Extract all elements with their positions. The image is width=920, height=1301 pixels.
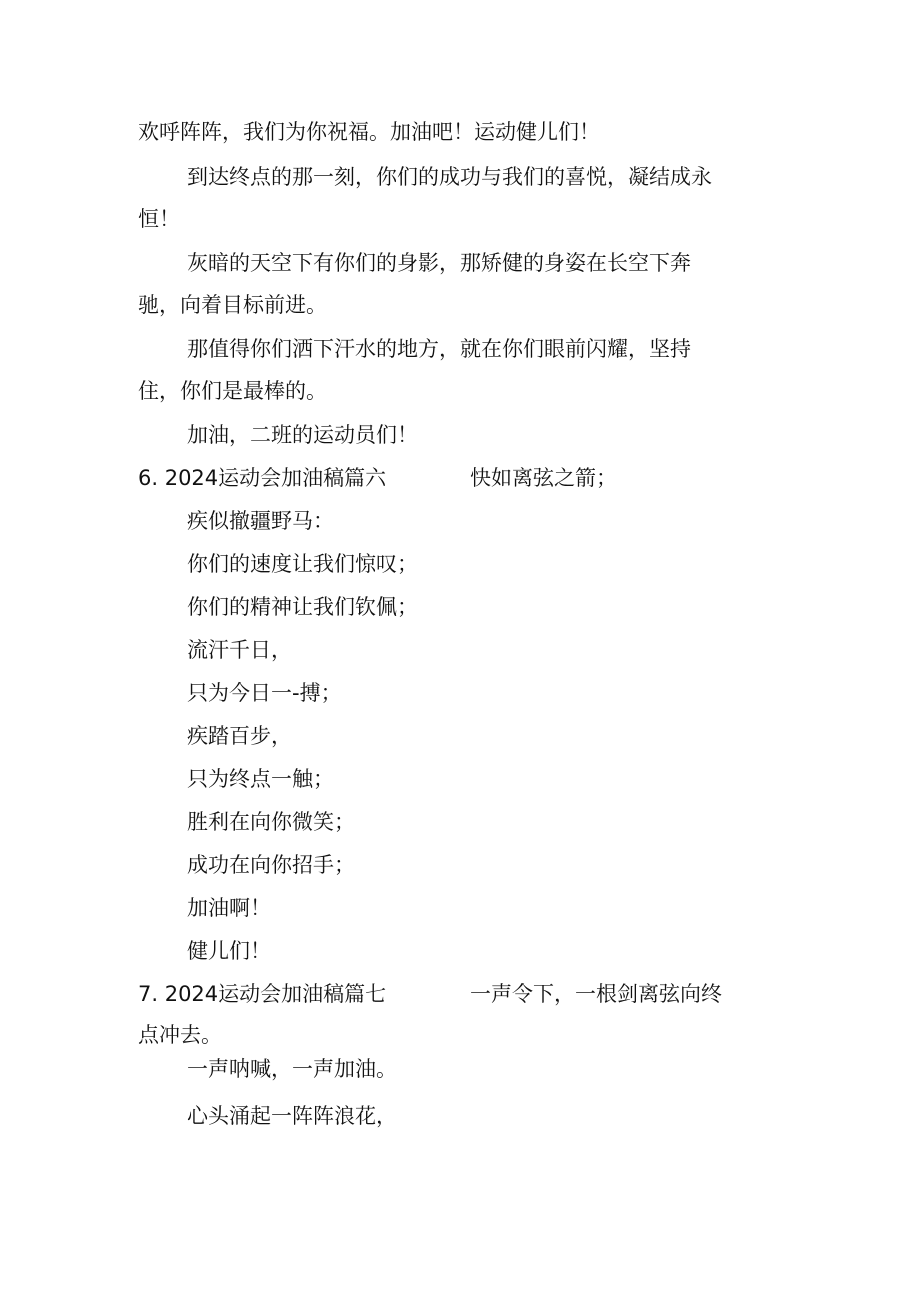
paragraph-line: 欢呼阵阵，我们为你祝福。加油吧！运动健儿们！ [138, 120, 600, 144]
poem-line: 一声令下，一根剑离弦向终 [470, 982, 722, 1006]
poem-line: 只为今日一-搏； [187, 681, 342, 705]
poem-line: 快如离弦之箭； [470, 466, 617, 490]
paragraph-line: 住，你们是最棒的。 [138, 379, 327, 403]
poem-line: 疾似撤疆野马： [187, 509, 334, 533]
paragraph-line: 驰，向着目标前进。 [138, 293, 327, 317]
poem-line: 点冲去。 [138, 1023, 222, 1047]
poem-line: 一声呐喊，一声加油。 [187, 1057, 397, 1081]
poem-line: 你们的精神让我们钦佩； [187, 595, 418, 619]
poem-line: 只为终点一触； [187, 767, 334, 791]
poem-line: 疾踏百步， [187, 724, 292, 748]
paragraph-line: 加油，二班的运动员们！ [187, 423, 418, 447]
poem-line: 心头涌起一阵阵浪花， [187, 1104, 397, 1128]
paragraph-line: 那值得你们洒下汗水的地方，就在你们眼前闪耀，坚持 [187, 337, 691, 361]
poem-line: 加油啊！ [187, 896, 271, 920]
poem-line: 流汗千日， [187, 638, 292, 662]
section-heading: 7. 2024运动会加油稿篇七 [138, 982, 387, 1006]
section-heading: 6. 2024运动会加油稿篇六 [138, 466, 387, 490]
poem-line: 胜利在向你微笑； [187, 810, 355, 834]
paragraph-line: 灰暗的天空下有你们的身影，那矫健的身姿在长空下奔 [187, 251, 691, 275]
paragraph-line: 恒！ [138, 207, 180, 231]
poem-line: 健儿们！ [187, 939, 271, 963]
poem-line: 成功在向你招手； [187, 853, 355, 877]
paragraph-line: 到达终点的那一刻，你们的成功与我们的喜悦，凝结成永 [187, 165, 712, 189]
poem-line: 你们的速度让我们惊叹； [187, 552, 418, 576]
